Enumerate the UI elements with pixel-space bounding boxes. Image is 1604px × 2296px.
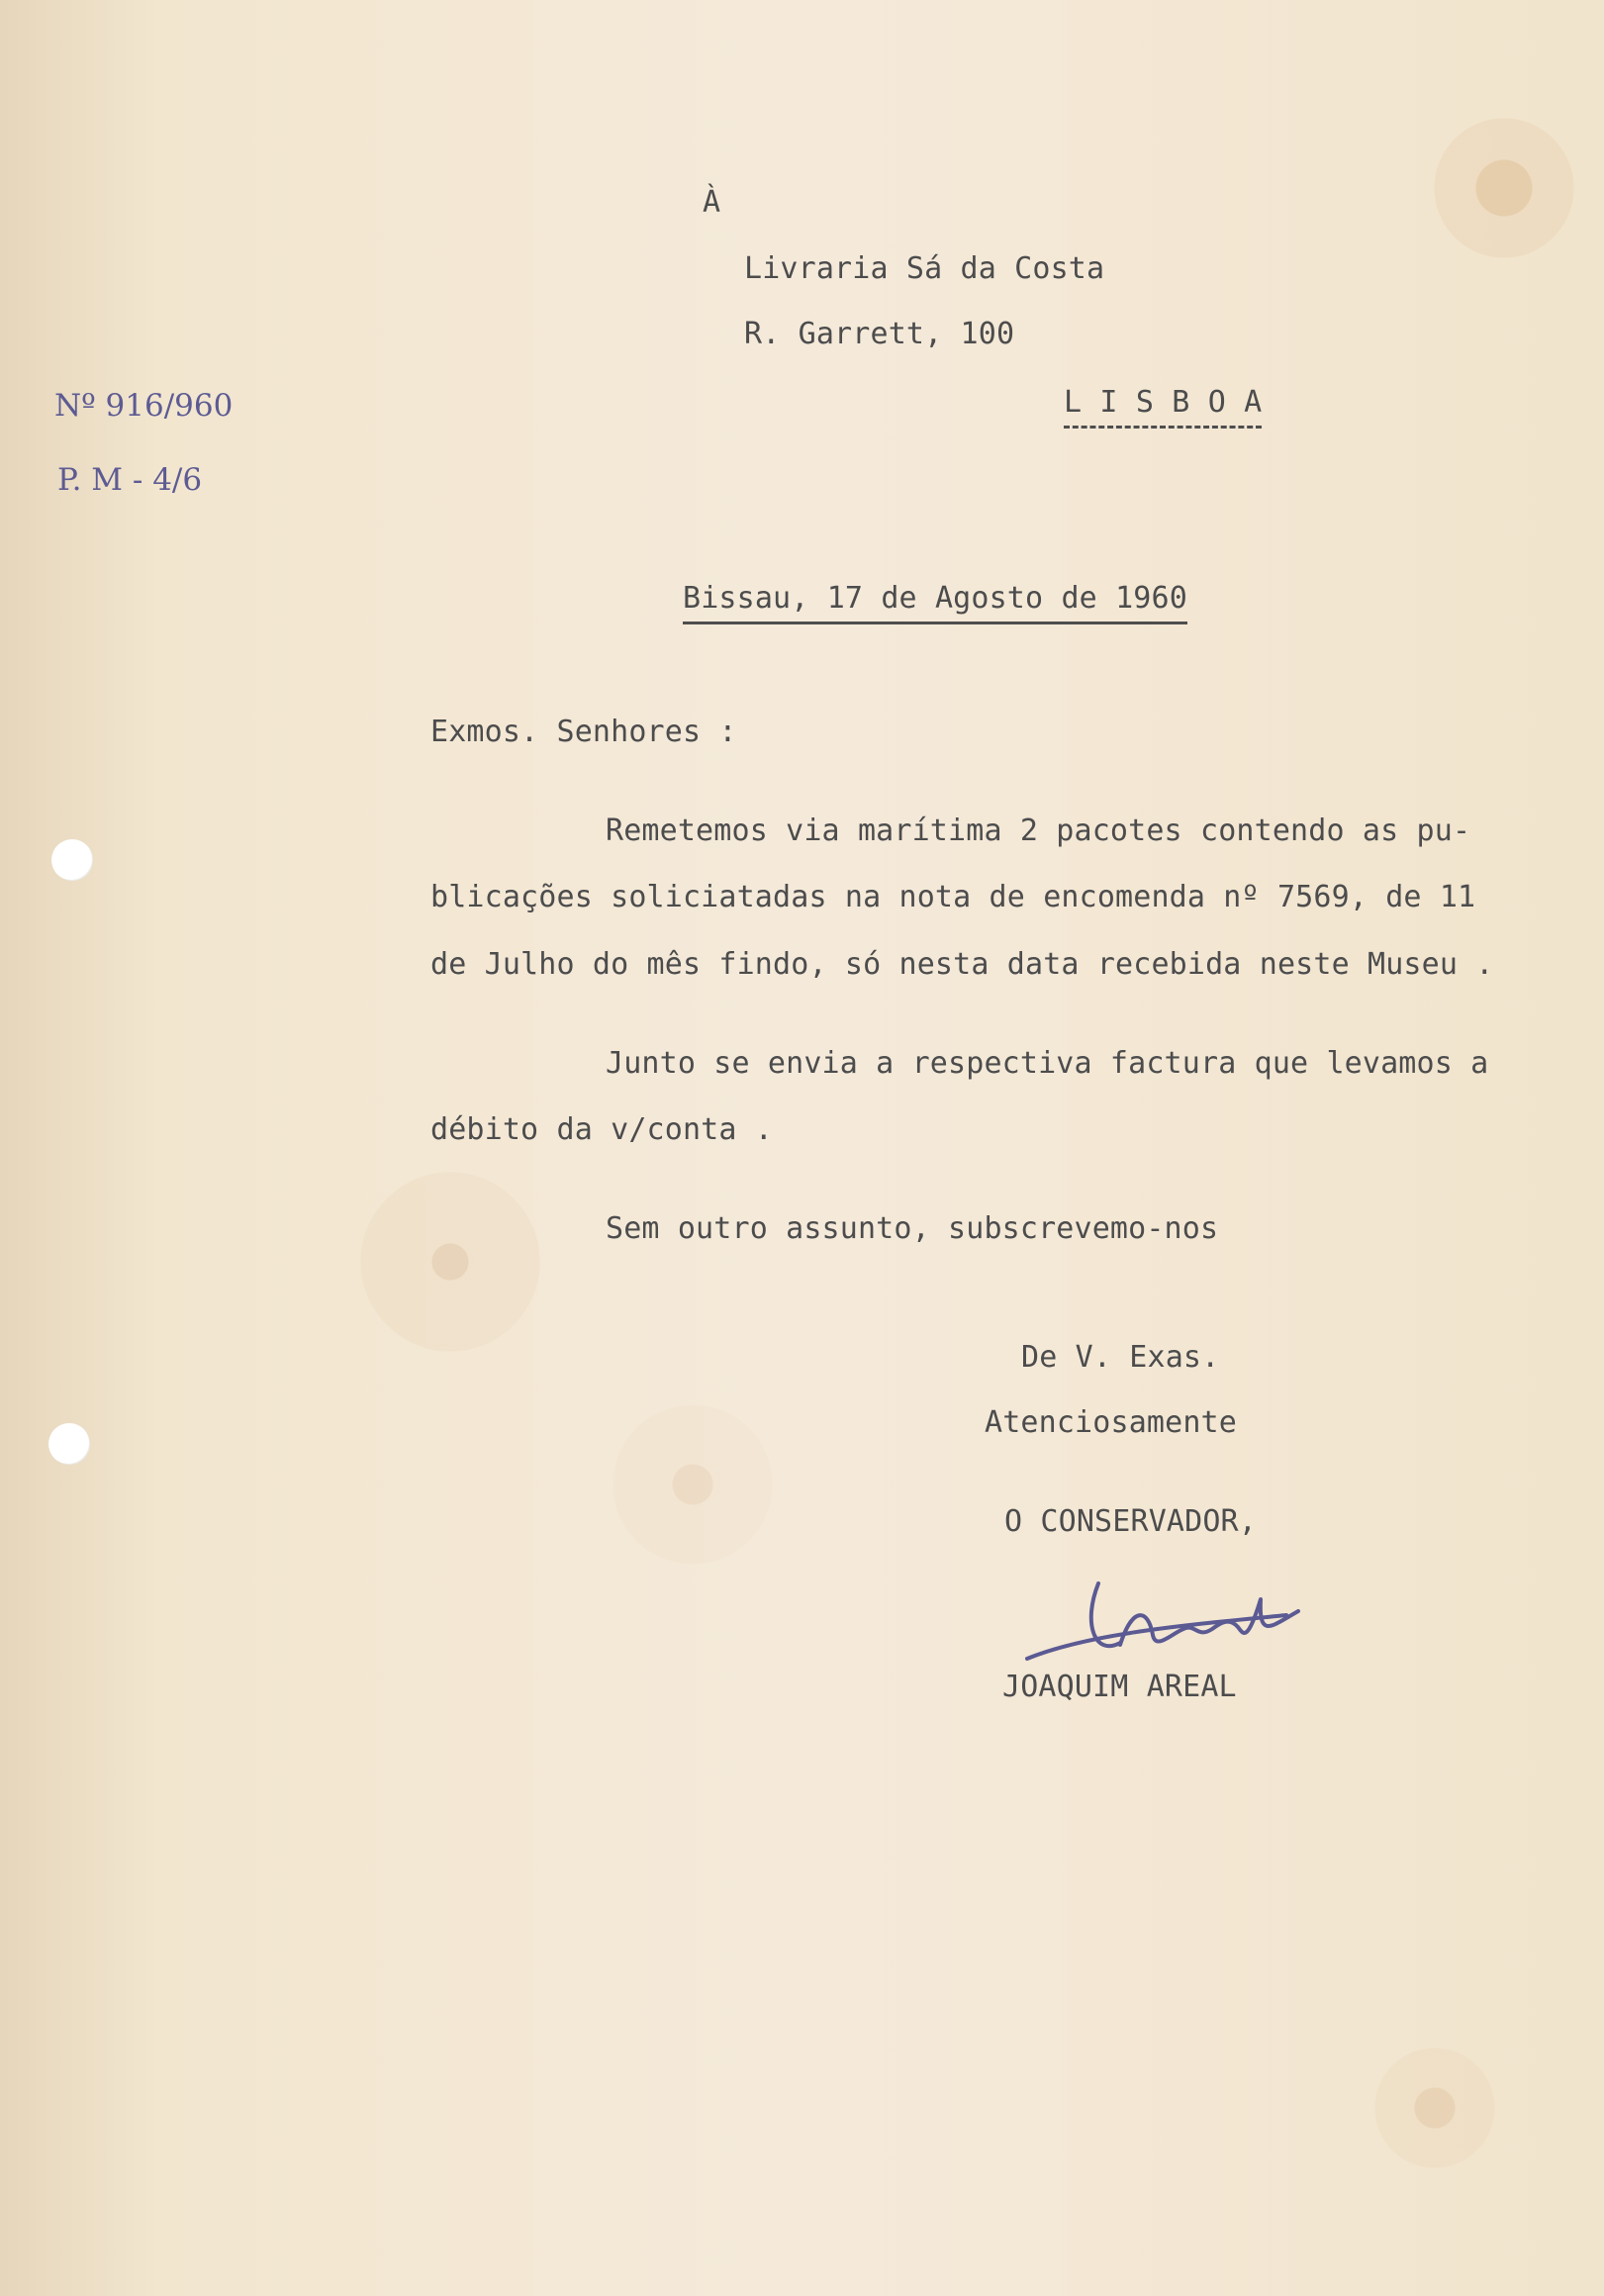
reference-number: Nº 916/960: [54, 388, 234, 424]
body-line-3: de Julho do mês findo, só nesta data recebida neste Museu .: [430, 947, 1494, 982]
closing-line-1: De V. Exas.: [1021, 1340, 1220, 1375]
body-line-1: Remetemos via marítima 2 pacotes contendo as pu-: [606, 813, 1471, 848]
recipient-address: R. Garrett, 100: [744, 317, 1015, 351]
addressee-prefix: À: [703, 185, 721, 220]
salutation: Exmos. Senhores :: [430, 715, 737, 749]
body-line-2: blicações soliciatadas na nota de encomenda nº 7569, de 11: [430, 880, 1476, 914]
date-line: Bissau, 17 de Agosto de 1960: [683, 584, 1187, 624]
closing-line-3: O CONSERVADOR,: [1004, 1504, 1257, 1539]
closing-line-2: Atenciosamente: [985, 1405, 1237, 1440]
body-line-6: Sem outro assunto, subscrevemo-nos: [606, 1211, 1219, 1246]
signatory-name: JOAQUIM AREAL: [1002, 1670, 1237, 1704]
punch-hole-top: [51, 839, 93, 881]
recipient-name: Livraria Sá da Costa: [744, 251, 1105, 286]
reference-code: P. M - 4/6: [57, 462, 203, 498]
body-line-5: débito da v/conta .: [430, 1112, 774, 1147]
punch-hole-bottom: [48, 1423, 90, 1465]
body-line-4: Junto se envia a respectiva factura que levamos a: [606, 1046, 1489, 1081]
recipient-city: L I S B O A: [1064, 388, 1262, 429]
